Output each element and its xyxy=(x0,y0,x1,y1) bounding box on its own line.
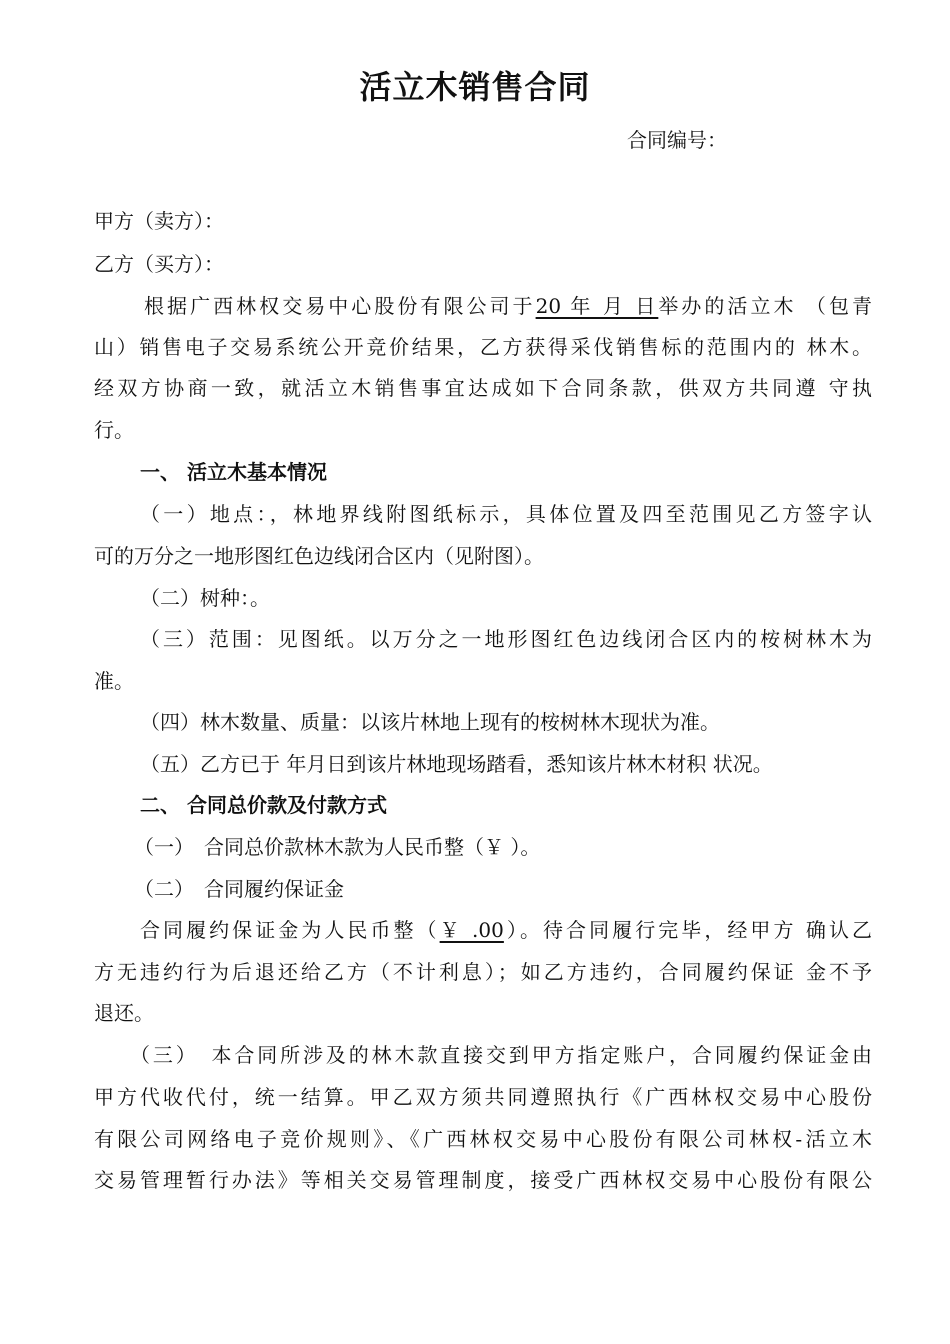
auction-date: 20 年 月 日 xyxy=(535,294,659,318)
deposit-line-1: 合同履约保证金为人民币整（￥ .00）。待合同履行完毕，经甲方 确认乙 xyxy=(140,918,873,942)
section-1-item-5: （五）乙方已于 年月日到该片林地现场踏看，悉知该片林木材积 状况。 xyxy=(140,752,773,776)
section-1-item-2: （二）树种：。 xyxy=(140,586,270,610)
section-1-item-1-line-2: 可的万分之一地形图红色边线闭合区内（见附图）。 xyxy=(94,544,544,568)
section-2-item-3-line-1: （三） 本合同所涉及的林木款直接交到甲方指定账户，合同履约保证金由 xyxy=(130,1043,872,1067)
document-title: 活立木销售合同 xyxy=(359,68,591,106)
section-1-item-4: （四）林木数量、质量：以该片林地上现有的桉树林木现状为准。 xyxy=(140,710,720,734)
deposit-amount: ￥ .00 xyxy=(439,918,504,942)
section-2-item-2: （二） 合同履约保证金 xyxy=(134,877,344,901)
party-b-label: 乙方（买方）： xyxy=(94,252,224,276)
section-2-item-3-line-2: 甲方代收代付，统一结算。甲乙双方须共同遵照执行《广西林权交易中心股份 xyxy=(94,1085,872,1109)
section-2-item-3-line-4: 交易管理暂行办法》等相关交易管理制度，接受广西林权交易中心股份有限公 xyxy=(94,1168,872,1192)
deposit-line-2: 方无违约行为后退还给乙方（不计利息）；如乙方违约，合同履约保证 金不予 xyxy=(94,960,872,984)
party-a-label: 甲方（卖方）： xyxy=(94,209,224,233)
section-2-heading: 二、 合同总价款及付款方式 xyxy=(140,793,387,817)
section-2-item-3-line-3: 有限公司网络电子竞价规则》、《广西林权交易中心股份有限公司林权-活立木 xyxy=(94,1127,872,1151)
section-2-item-1: （一） 合同总价款林木款为人民币整（￥ ）。 xyxy=(134,835,541,859)
section-1-item-3-line-1: （三）范围：见图纸。以万分之一地形图红色边线闭合区内的桉树林木为 xyxy=(140,627,872,651)
intro-line-4: 行。 xyxy=(94,418,134,442)
intro-line-2: 山）销售电子交易系统公开竞价结果，乙方获得采伐销售标的范围内的 林木。 xyxy=(94,335,872,359)
section-1-heading: 一、 活立木基本情况 xyxy=(140,460,327,484)
intro-line-3: 经双方协商一致，就活立木销售事宜达成如下合同条款，供双方共同遵 守执 xyxy=(94,376,872,400)
contract-number-label: 合同编号： xyxy=(627,128,727,152)
section-1-item-1-line-1: （一）地点：，林地界线附图纸标示，具体位置及四至范围见乙方签字认 xyxy=(140,502,872,526)
section-1-item-3-line-2: 准。 xyxy=(94,669,134,693)
deposit-line-3: 退还。 xyxy=(94,1001,154,1025)
intro-line-1: 根据广西林权交易中心股份有限公司于20 年 月 日举办的活立木 （包青 xyxy=(144,294,872,318)
